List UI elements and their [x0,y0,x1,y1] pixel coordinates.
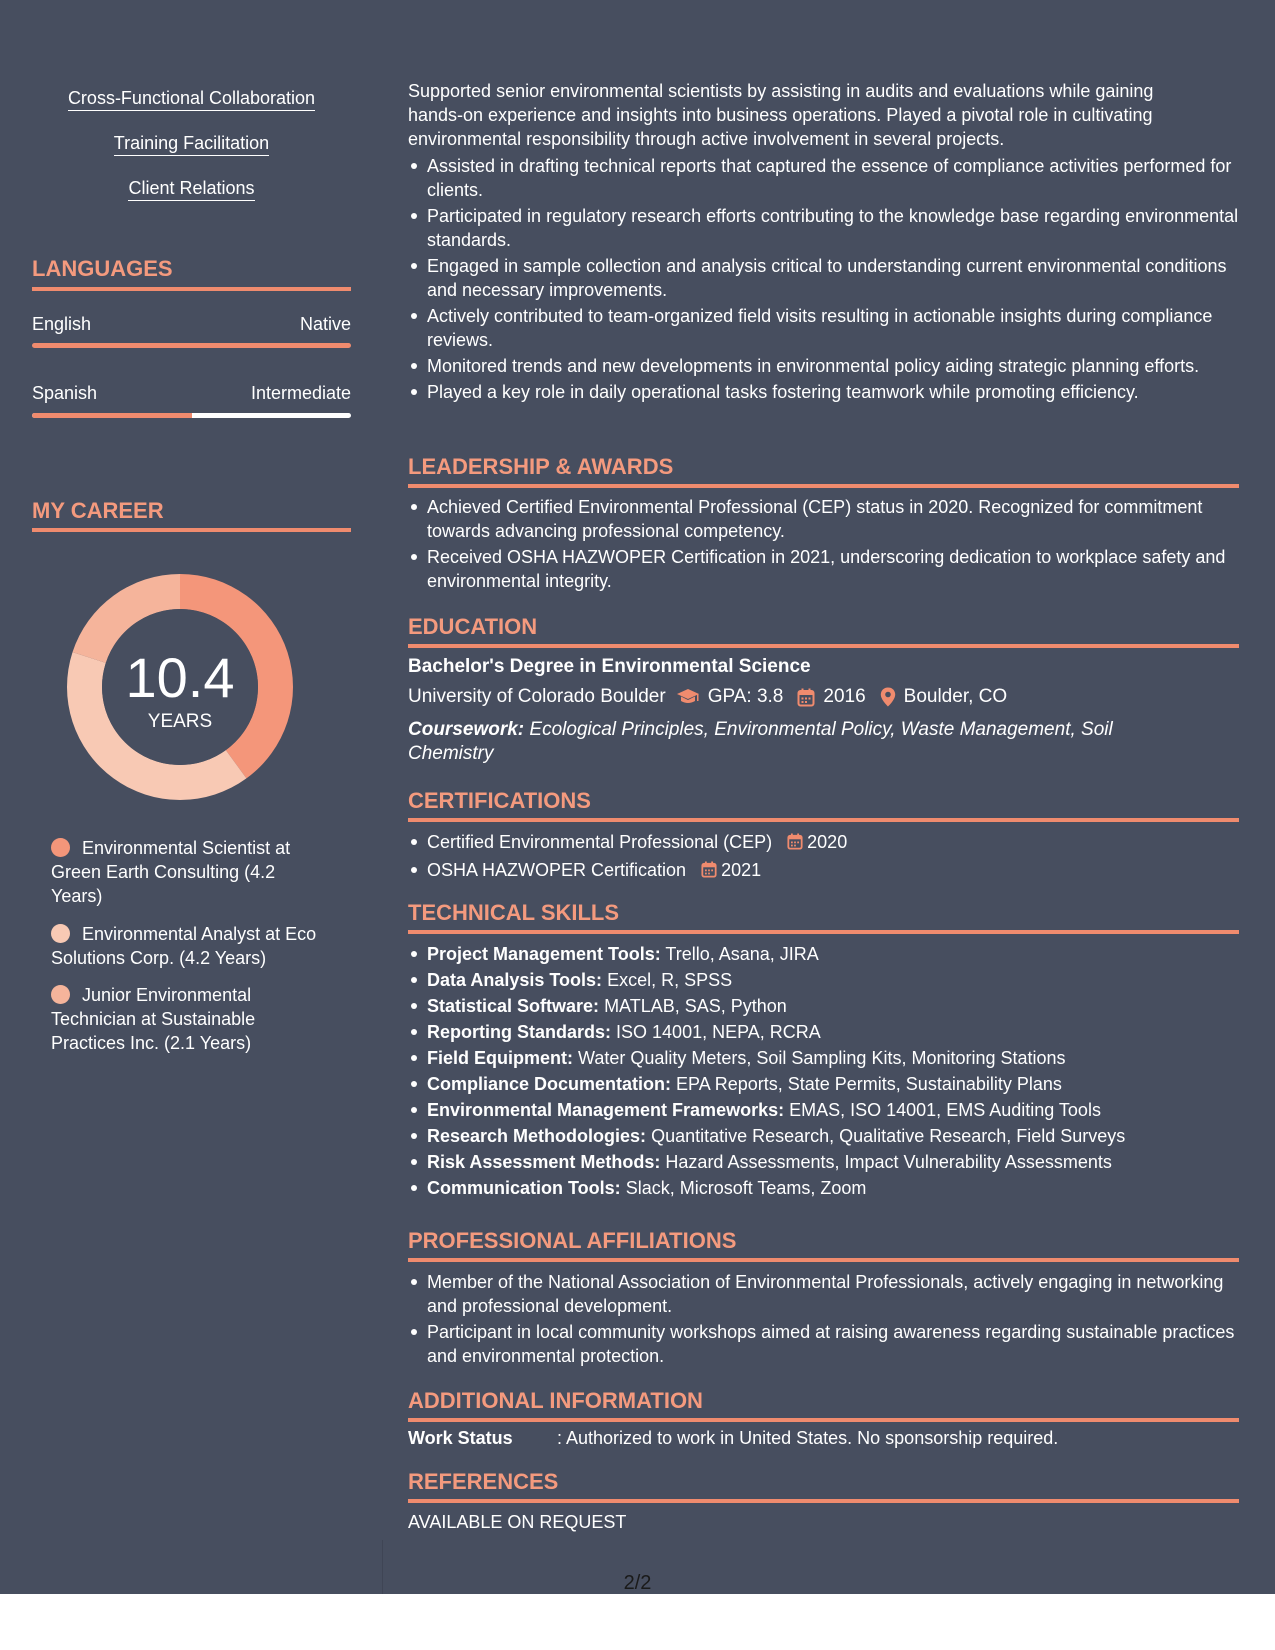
references-rule [408,1499,1239,1503]
list-item: OSHA HAZWOPER Certification 2021 [427,858,1258,882]
work-status-value: : Authorized to work in United States. No sponsorship required. [557,1428,1059,1448]
experience-summary: Supported senior environmental scientists by assisting in audits and evaluations while gaining hands-on experience and insights into business operations. Played a pivotal role in cultivating environmental responsibility through active involvement in several projects. [408,81,1154,149]
legend-dot-icon [51,838,70,857]
language-row [32,383,351,404]
languages-heading: LANGUAGES [32,256,173,281]
coursework-label: Coursework: [408,719,525,740]
map-pin-icon [880,687,896,707]
list-item: Project Management Tools: Trello, Asana, JIRA [427,942,1258,966]
career-total [67,574,293,800]
gpa: GPA: 3.8 [707,686,784,707]
coursework-list: Ecological Principles, Environmental Policy, Waste Management, Soil Chemistry [408,719,1113,764]
additional-info-heading: ADDITIONAL INFORMATION [408,1388,703,1413]
skill-item: Cross-Functional Collaboration [32,88,351,109]
work-status-label: Work Status [408,1428,513,1448]
list-item: Research Methodologies: Quantitative Research, Qualitative Research, Field Surveys [427,1124,1258,1148]
calendar-icon [787,833,803,850]
list-item: Actively contributed to team-organized field visits resulting in actionable insights during compliance reviews. [427,304,1258,352]
certifications-rule [408,818,1239,822]
language-name: English [32,314,92,334]
language-level-bar [32,413,351,418]
list-item: Participated in regulatory research efforts contributing to the knowledge base regarding environmental standards. [427,204,1258,252]
list-item: Compliance Documentation: EPA Reports, State Permits, Sustainability Plans [427,1072,1258,1096]
list-item: Risk Assessment Methods: Hazard Assessments, Impact Vulnerability Assessments [427,1150,1258,1174]
school-name: University of Colorado Boulder [408,686,666,707]
career-legend-item: Environmental Analyst at Eco Solutions Corp. (4.2 Years) [51,924,317,968]
affiliations-heading: PROFESSIONAL AFFILIATIONS [408,1228,737,1253]
career-rule [32,528,351,532]
education-details [408,686,1007,708]
graduation-year: 2016 [823,686,866,707]
skill-item: Client Relations [32,178,351,199]
list-item: Member of the National Association of Environmental Professionals, actively engaging in networking and professional development. [427,1270,1258,1318]
legend-dot-icon [51,924,70,943]
certifications-list [408,830,1258,884]
list-item: Achieved Certified Environmental Professional (CEP) status in 2020. Recognized for commitment towards advancing professional competency. [427,495,1258,543]
list-item: Communication Tools: Slack, Microsoft Teams, Zoom [427,1176,1258,1200]
career-legend-item: Environmental Scientist at Green Earth Consulting (4.2 Years) [51,838,291,906]
list-item: Monitored trends and new developments in environmental policy aiding strategic planning efforts. [427,354,1258,378]
affiliations-rule [408,1258,1239,1262]
list-item: Data Analysis Tools: Excel, R, SPSS [427,968,1258,992]
language-level-bar [32,343,351,348]
skill-item: Training Facilitation [32,133,351,154]
career-legend-item: Junior Environmental Technician at Sustainable Practices Inc. (2.1 Years) [51,985,256,1053]
career-heading: MY CAREER [32,498,164,523]
references-text: AVAILABLE ON REQUEST [408,1512,627,1532]
career-total-unit: YEARS [147,711,213,732]
leadership-rule [408,484,1239,488]
language-level-fill [32,413,192,418]
language-level-fill [32,343,351,348]
education-heading: EDUCATION [408,614,538,639]
experience-bullets [408,154,1258,406]
list-item: Environmental Management Frameworks: EMAS, ISO 14001, EMS Auditing Tools [427,1098,1258,1122]
language-row [32,314,351,335]
calendar-icon [797,688,815,707]
additional-info-rule [408,1418,1239,1422]
legend-dot-icon [51,985,70,1004]
list-item: Engaged in sample collection and analysis critical to understanding current environmental conditions and necessary improvements. [427,254,1258,302]
graduation-cap-icon [676,688,700,706]
education-rule [408,644,1239,648]
list-item: Received OSHA HAZWOPER Certification in 2021, underscoring dedication to workplace safety and environmental integrity. [427,545,1258,593]
leadership-heading: LEADERSHIP & AWARDS [408,454,674,479]
list-item: Field Equipment: Water Quality Meters, Soil Sampling Kits, Monitoring Stations [427,1046,1258,1070]
career-total-value: 10.4 [125,646,235,709]
technical-skills-rule [408,930,1239,934]
degree-title: Bachelor's Degree in Environmental Science [408,656,811,677]
technical-skills-list [408,942,1258,1202]
certifications-heading: CERTIFICATIONS [408,788,591,813]
list-item: Reporting Standards: ISO 14001, NEPA, RCRA [427,1020,1258,1044]
list-item: Participant in local community workshops aimed at raising awareness regarding sustainable practices and environmental protection. [427,1320,1258,1368]
calendar-icon [701,861,717,878]
leadership-bullets [408,495,1258,595]
affiliations-bullets [408,1270,1258,1370]
school-location: Boulder, CO [903,686,1008,707]
list-item: Statistical Software: MATLAB, SAS, Python [427,994,1258,1018]
coursework [408,718,1198,766]
list-item: Played a key role in daily operational tasks fostering teamwork while promoting efficiency. [427,380,1258,404]
list-item: Assisted in drafting technical reports that captured the essence of compliance activities performed for clients. [427,154,1258,202]
language-level: Native [299,314,351,334]
references-heading: REFERENCES [408,1469,559,1494]
page-number: 2/2 [623,1572,652,1594]
technical-skills-heading: TECHNICAL SKILLS [408,900,620,925]
language-name: Spanish [32,383,98,403]
languages-rule [32,287,351,291]
list-item: Certified Environmental Professional (CEP) 2020 [427,830,1258,854]
language-level: Intermediate [250,383,351,403]
